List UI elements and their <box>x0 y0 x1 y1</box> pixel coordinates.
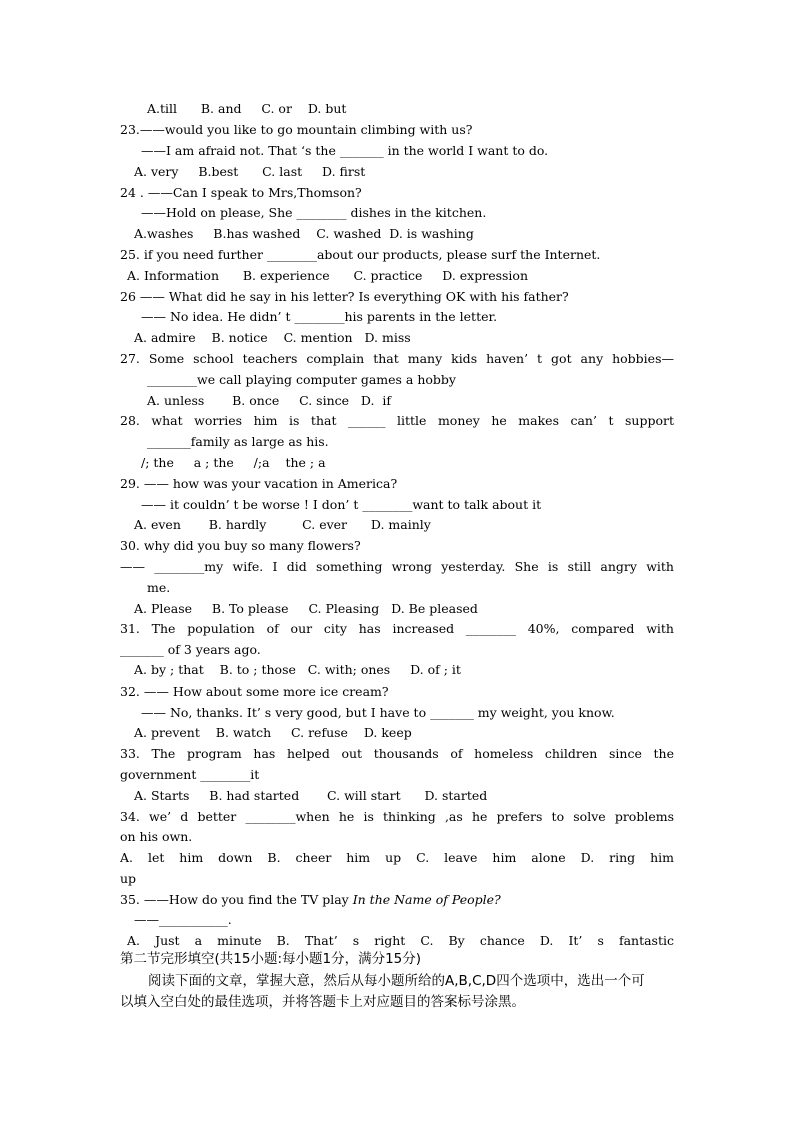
q34-options: A. let him down B. cheer him up C. leave him alone D. ring him <box>120 850 674 865</box>
q28-question-cont: _______family as large as his. <box>147 434 329 449</box>
q35-play-title: In the Name of People? <box>352 892 501 907</box>
q23-options: A. very B.best C. last D. first <box>134 164 366 179</box>
q26-options: A. admire B. notice C. mention D. miss <box>134 330 411 345</box>
q35-question <box>120 892 501 908</box>
q31-question: 31. The population of our city has increased ________ 40%, compared with <box>120 621 674 636</box>
q28-question: 28. what worries him is that ______ little money he makes can’ t support <box>120 413 674 428</box>
q28-options: /; the a ; the /;a the ; a <box>141 455 326 470</box>
section2-instructions-cont: 以填入空白处的最佳选项，并将答题卡上对应题目的答案标号涂黑。 <box>120 994 525 1010</box>
q30-response: —— ________my wife. I did something wrong yesterday. She is still angry with <box>120 559 674 574</box>
q33-question: 33. The program has helped out thousands of homeless children since the <box>120 746 674 761</box>
q32-options: A. prevent B. watch C. refuse D. keep <box>134 725 412 740</box>
q34-question: 34. we’ d better ________when he is thinking ,as he prefers to solve problems <box>120 809 674 824</box>
q35-response: ——___________. <box>134 912 232 927</box>
q29-question: 29. —— how was your vacation in America? <box>120 476 398 491</box>
q29-options: A. even B. hardly C. ever D. mainly <box>134 517 431 532</box>
section2-instructions: 阅读下面的文章，掌握大意，然后从每小题所给的A,B,C,D四个选项中，选出一个可 <box>148 973 645 989</box>
q23-question: 23.——would you like to go mountain climbing with us? <box>120 122 473 137</box>
section2-heading: 第二节完形填空(共15小题:每小题1分，满分15分) <box>120 951 422 967</box>
q34-question-cont: on his own. <box>120 829 193 844</box>
q24-options: A.washes B.has washed C. washed D. is washing <box>134 226 474 241</box>
q27-question: 27. Some school teachers complain that many kids haven’ t got any hobbies— <box>120 351 674 366</box>
q35-options: A. Just a minute B. That’ s right C. By chance D. It’ s fantastic <box>127 933 674 948</box>
q32-question: 32. —— How about some more ice cream? <box>120 684 389 699</box>
q35-question-text: 35. ——How do you find the TV play <box>120 892 353 907</box>
q30-options: A. Please B. To please C. Pleasing D. Be pleased <box>134 601 478 616</box>
q25-options: A. Information B. experience C. practice D. expression <box>127 268 529 283</box>
q24-question: 24 . ——Can I speak to Mrs,Thomson? <box>120 185 362 200</box>
q30-question: 30. why did you buy so many flowers? <box>120 538 361 553</box>
q33-question-cont: government ________it <box>120 767 260 782</box>
q32-response: —— No, thanks. It’ s very good, but I have to _______ my weight, you know. <box>141 705 615 720</box>
q26-response: —— No idea. He didn’ t ________his parents in the letter. <box>141 309 498 324</box>
q26-question: 26 —— What did he say in his letter? Is everything OK with his father? <box>120 289 569 304</box>
q27-question-cont: ________we call playing computer games a hobby <box>147 372 456 387</box>
q24-response: ——Hold on please, She ________ dishes in the kitchen. <box>141 205 487 220</box>
q31-question-cont: _______ of 3 years ago. <box>120 642 261 657</box>
q31-options: A. by ; that B. to ; those C. with; ones D. of ; it <box>134 662 461 677</box>
q33-options: A. Starts B. had started C. will start D. started <box>134 788 488 803</box>
q27-options: A. unless B. once C. since D. if <box>147 393 392 408</box>
q25-question: 25. if you need further ________about our products, please surf the Internet. <box>120 247 601 262</box>
q29-response: —— it couldn’ t be worse ! I don’ t ________want to talk about it <box>141 497 542 512</box>
q22-options: A.till B. and C. or D. but <box>147 101 347 116</box>
q34-options-cont: up <box>120 871 137 886</box>
q30-response-cont: me. <box>147 580 171 595</box>
q23-response: ——I am afraid not. That ‘s the _______ in the world I want to do. <box>141 143 549 158</box>
